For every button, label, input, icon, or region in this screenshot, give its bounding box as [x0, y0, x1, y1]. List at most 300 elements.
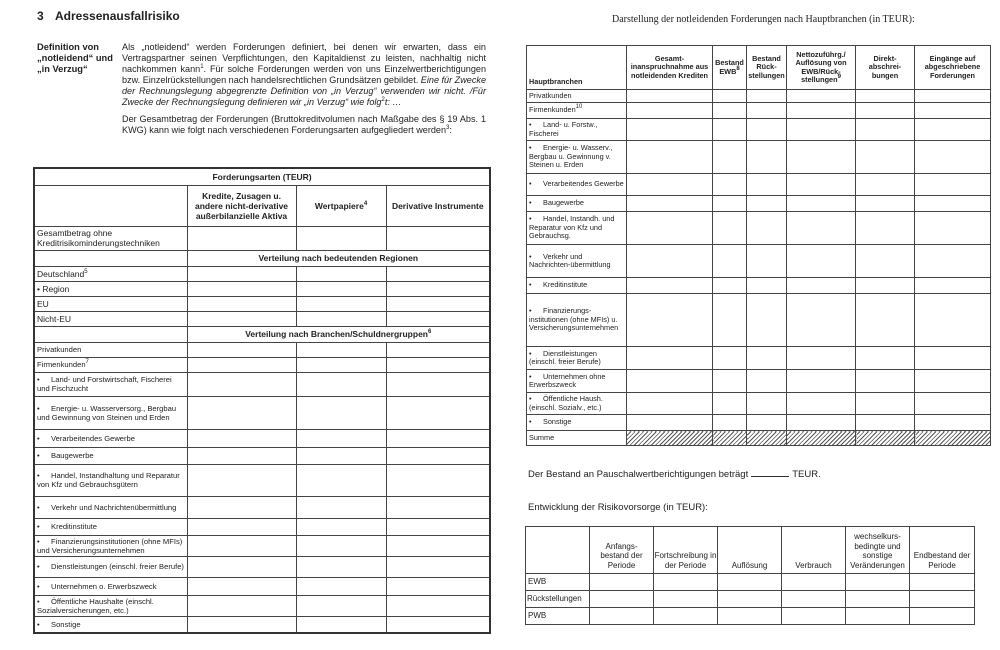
input-cell[interactable] [296, 535, 386, 556]
row-label-text: Öffentliche Haush. (einschl. Sozialv., etc.) [529, 394, 603, 412]
input-cell[interactable] [187, 595, 296, 616]
forderungsarten-table [33, 167, 491, 634]
hatched-cell [747, 431, 787, 446]
column-header: Anfangs-bestand der Periode [590, 527, 654, 574]
row-label-text: Sonstige [51, 619, 81, 629]
input-cell[interactable] [747, 370, 787, 393]
input-cell[interactable] [296, 396, 386, 429]
input-cell[interactable] [386, 281, 490, 296]
input-cell[interactable] [787, 370, 856, 393]
input-cell[interactable] [187, 311, 296, 326]
input-cell[interactable] [910, 591, 975, 608]
column-header [296, 185, 386, 226]
column-header: Bestand Rück-stellungen [747, 46, 787, 90]
row-label [34, 372, 187, 396]
row-label [527, 347, 627, 370]
row-label-text: Verarbeitendes Gewerbe [51, 433, 136, 443]
input-cell[interactable] [718, 591, 782, 608]
row-label [527, 119, 627, 141]
bullet-icon: • [37, 375, 40, 384]
row-label: • Region [34, 281, 187, 296]
input-cell[interactable] [747, 103, 787, 119]
input-cell[interactable] [296, 447, 386, 464]
row-label [527, 393, 627, 415]
input-cell[interactable] [296, 311, 386, 326]
input-cell[interactable] [782, 574, 846, 591]
footnote-ref: 5 [84, 268, 88, 275]
hatched-cell [787, 431, 856, 446]
input-cell[interactable] [856, 415, 915, 431]
input-cell[interactable] [856, 90, 915, 103]
input-cell[interactable] [856, 141, 915, 174]
input-cell[interactable] [296, 226, 386, 250]
input-cell[interactable] [386, 464, 490, 496]
input-cell[interactable] [713, 245, 747, 278]
input-cell[interactable] [713, 119, 747, 141]
bullet-icon: • [37, 536, 40, 546]
bullet-icon: • [529, 394, 532, 403]
section-header: Verteilung nach bedeutenden Regionen [187, 250, 490, 266]
input-cell[interactable] [386, 616, 490, 633]
input-cell[interactable] [386, 577, 490, 595]
input-cell[interactable] [856, 119, 915, 141]
input-cell[interactable] [386, 266, 490, 281]
hatched-cell [915, 431, 991, 446]
bullet-icon: • [529, 280, 532, 290]
input-cell[interactable] [787, 119, 856, 141]
input-cell[interactable] [627, 196, 713, 212]
input-cell[interactable] [787, 415, 856, 431]
input-cell[interactable] [296, 296, 386, 311]
input-cell[interactable] [713, 370, 747, 393]
input-cell[interactable] [915, 393, 991, 415]
footnote-ref: 1 [200, 64, 204, 70]
input-cell[interactable] [915, 370, 991, 393]
input-cell[interactable] [713, 294, 747, 347]
footnote-ref: 6 [427, 329, 432, 335]
row-label-text: Verkehr und Nachrichtenübermittlung [51, 502, 177, 512]
input-cell[interactable] [787, 90, 856, 103]
pauschalwert-statement [528, 467, 821, 480]
input-cell[interactable] [713, 393, 747, 415]
row-label-text: Baugewerbe [51, 451, 94, 460]
row-label: EWB [526, 574, 590, 591]
input-cell[interactable] [787, 212, 856, 245]
input-cell[interactable] [296, 429, 386, 447]
column-header [787, 46, 856, 90]
section-number: 3 [37, 9, 44, 23]
input-cell[interactable] [915, 119, 991, 141]
input-cell[interactable] [747, 347, 787, 370]
bullet-icon: • [529, 348, 532, 358]
input-cell[interactable] [187, 342, 296, 357]
bullet-icon: • [529, 120, 532, 129]
row-label [34, 535, 187, 556]
input-cell[interactable] [627, 278, 713, 294]
input-cell[interactable] [187, 357, 296, 372]
input-cell[interactable] [713, 174, 747, 196]
column-header: Hauptbranchen [527, 46, 627, 90]
column-header: Fortschreibung in der Periode [654, 527, 718, 574]
row-label: Nicht-EU [34, 311, 187, 326]
footnote-ref: 9 [837, 74, 841, 80]
row-label-text: Deutschland [37, 268, 85, 279]
row-label: EU [34, 296, 187, 311]
bullet-icon: • [529, 143, 532, 153]
column-header: wechselkurs-bedingte und sonstige Veränderungen [846, 527, 910, 574]
input-cell[interactable] [187, 518, 296, 535]
input-cell[interactable] [846, 574, 910, 591]
input-cell[interactable] [627, 245, 713, 278]
footnote-ref: 7 [85, 359, 89, 365]
input-cell[interactable] [787, 347, 856, 370]
column-header: Kredite, Zusagen u. andere nicht-derivative außerbilanzielle Aktiva [187, 185, 296, 226]
header-empty [34, 185, 187, 226]
input-cell[interactable] [713, 141, 747, 174]
input-cell[interactable] [787, 245, 856, 278]
row-label [34, 577, 187, 595]
input-cell[interactable] [787, 278, 856, 294]
input-cell[interactable] [627, 141, 713, 174]
row-label-text: Verarbeitendes Gewerbe [543, 179, 624, 189]
input-cell[interactable] [386, 396, 490, 429]
definition-paragraph-1 [122, 42, 486, 108]
column-header-text: Bestand EWB [715, 58, 744, 76]
section-title: Adressenausfallrisiko [55, 9, 180, 23]
row-label: Rückstellungen [526, 591, 590, 608]
input-cell[interactable] [296, 342, 386, 357]
input-cell[interactable] [627, 393, 713, 415]
input-cell[interactable] [782, 591, 846, 608]
input-cell[interactable] [627, 119, 713, 141]
input-cell[interactable] [187, 296, 296, 311]
input-cell[interactable] [856, 370, 915, 393]
input-cell[interactable] [296, 357, 386, 372]
row-label [527, 294, 627, 347]
input-cell[interactable] [187, 429, 296, 447]
input-cell[interactable] [187, 616, 296, 633]
input-cell[interactable] [915, 103, 991, 119]
row-label: PWB [526, 608, 590, 625]
input-cell[interactable] [187, 226, 296, 250]
row-label [527, 212, 627, 245]
input-cell[interactable] [187, 464, 296, 496]
section-heading [37, 9, 180, 23]
input-cell[interactable] [386, 311, 490, 326]
input-cell[interactable] [915, 415, 991, 431]
input-cell[interactable] [386, 447, 490, 464]
input-cell[interactable] [386, 226, 490, 250]
input-cell[interactable] [747, 212, 787, 245]
input-cell[interactable] [386, 496, 490, 518]
input-cell[interactable] [296, 595, 386, 616]
input-cell[interactable] [386, 556, 490, 577]
bullet-icon: • [37, 403, 40, 413]
row-label-text: Handel, Instandhaltung und Reparatur von Kfz und Gebrauchsgütern [37, 471, 180, 489]
input-cell[interactable] [386, 296, 490, 311]
input-cell[interactable] [747, 141, 787, 174]
bullet-icon: • [37, 471, 40, 480]
input-cell[interactable] [856, 278, 915, 294]
column-header [713, 46, 747, 90]
bullet-icon: • [37, 522, 40, 531]
table-title: Forderungsarten (TEUR) [34, 168, 490, 185]
bullet-icon: • [529, 371, 532, 381]
input-cell[interactable] [915, 347, 991, 370]
input-cell[interactable] [590, 574, 654, 591]
input-cell[interactable] [747, 174, 787, 196]
row-label-text: Finanzierungsinstitutionen (ohne MFIs) und Versicherungsunternehmen [37, 536, 183, 555]
hatched-cell [627, 431, 713, 446]
input-cell[interactable] [627, 294, 713, 347]
definition-paragraph-2 [122, 114, 486, 136]
input-cell[interactable] [187, 577, 296, 595]
input-cell[interactable] [856, 196, 915, 212]
input-cell[interactable] [187, 535, 296, 556]
column-header: Gesamt-inanspruchnahme aus notleidenden Krediten [627, 46, 713, 90]
footnote-ref: 4 [363, 200, 368, 207]
italic-text: Eine für Zwecke der Rechnungslegung abgegrenzte Definition von „in Verzug“ verwenden wir nicht. /Für Zwecke der Rechnungslegung definieren wir „in Verzug“ wie folg [122, 75, 487, 107]
input-cell[interactable] [856, 245, 915, 278]
input-cell[interactable] [747, 278, 787, 294]
input-cell[interactable] [915, 141, 991, 174]
row-label-text: Firmenkunden [37, 360, 86, 369]
input-cell[interactable] [386, 372, 490, 396]
row-label-text: Unternehmen ohne Erwerbszweck [529, 371, 606, 389]
input-cell[interactable] [296, 577, 386, 595]
input-cell[interactable] [187, 447, 296, 464]
input-cell[interactable] [296, 556, 386, 577]
row-label [527, 245, 627, 278]
input-cell[interactable] [915, 245, 991, 278]
row-label-text: Dienstleistungen (einschl. freier Berufe) [529, 348, 601, 366]
risikovorsorge-table [525, 526, 975, 625]
input-cell[interactable] [856, 212, 915, 245]
input-cell[interactable] [296, 518, 386, 535]
input-cell[interactable] [713, 347, 747, 370]
footnote-ref: 2 [381, 97, 385, 103]
input-cell[interactable] [187, 281, 296, 296]
notleidend-table [526, 45, 991, 446]
row-label [34, 496, 187, 518]
row-label-text: Baugewerbe [543, 198, 584, 208]
input-cell[interactable] [627, 103, 713, 119]
sum-row-label: Summe [527, 431, 627, 446]
input-cell[interactable] [187, 556, 296, 577]
column-header: Endbestand der Periode [910, 527, 975, 574]
input-cell[interactable] [747, 415, 787, 431]
pauschalwert-input[interactable] [751, 467, 789, 477]
input-cell[interactable] [856, 174, 915, 196]
row-label [34, 396, 187, 429]
input-cell[interactable] [846, 591, 910, 608]
row-label [34, 518, 187, 535]
row-label: Gesamtbetrag ohne Kreditrisikominderungstechniken [34, 226, 187, 250]
input-cell[interactable] [386, 342, 490, 357]
row-label [34, 616, 187, 633]
input-cell[interactable] [856, 393, 915, 415]
input-cell[interactable] [187, 496, 296, 518]
input-cell[interactable] [386, 518, 490, 535]
input-cell[interactable] [386, 357, 490, 372]
input-cell[interactable] [787, 141, 856, 174]
row-label [527, 370, 627, 393]
input-cell[interactable] [787, 393, 856, 415]
bullet-icon: • [529, 417, 532, 427]
input-cell[interactable] [627, 90, 713, 103]
input-cell[interactable] [713, 415, 747, 431]
definition-label: Definition von „notleidend“ und „in Verzug“ [37, 42, 113, 74]
input-cell[interactable] [915, 90, 991, 103]
input-cell[interactable] [187, 396, 296, 429]
input-cell[interactable] [386, 595, 490, 616]
text: TEUR. [792, 469, 821, 480]
input-cell[interactable] [787, 294, 856, 347]
input-cell[interactable] [915, 174, 991, 196]
input-cell[interactable] [910, 608, 975, 625]
input-cell[interactable] [915, 294, 991, 347]
risikovorsorge-title: Entwicklung der Risikovorsorge (in TEUR): [528, 502, 708, 513]
row-label [34, 447, 187, 464]
row-label [34, 429, 187, 447]
row-label-text: Handel, Instandh. und Reparatur von Kfz und Gebrauchsg. [529, 214, 615, 241]
input-cell[interactable] [627, 370, 713, 393]
input-cell[interactable] [747, 294, 787, 347]
input-cell[interactable] [654, 608, 718, 625]
row-label [34, 556, 187, 577]
bullet-icon: • [37, 562, 40, 571]
italic-text: t: … [384, 97, 402, 107]
input-cell[interactable] [627, 415, 713, 431]
bullet-icon: • [37, 619, 40, 629]
input-cell[interactable] [846, 608, 910, 625]
input-cell[interactable] [713, 212, 747, 245]
footnote-ref: 10 [575, 104, 583, 111]
footnote-ref: 8 [736, 65, 740, 72]
row-label-text: Firmenkunden [529, 105, 576, 115]
row-label [34, 464, 187, 496]
input-cell[interactable] [915, 196, 991, 212]
row-label-text: Kreditinstitute [51, 522, 98, 531]
column-header: Verbrauch [782, 527, 846, 574]
input-cell[interactable] [787, 174, 856, 196]
input-cell[interactable] [713, 196, 747, 212]
text: : [449, 125, 452, 135]
bullet-icon: • [37, 596, 40, 606]
row-label [527, 278, 627, 294]
input-cell[interactable] [718, 608, 782, 625]
column-header: Direkt-abschrei-bungen [856, 46, 915, 90]
input-cell[interactable] [747, 196, 787, 212]
input-cell[interactable] [856, 294, 915, 347]
bullet-icon: • [529, 214, 532, 224]
input-cell[interactable] [590, 591, 654, 608]
row-label [527, 415, 627, 431]
input-cell[interactable] [386, 429, 490, 447]
row-label [34, 357, 187, 372]
row-label [527, 174, 627, 196]
input-cell[interactable] [915, 278, 991, 294]
input-cell[interactable] [296, 616, 386, 633]
bullet-icon: • [529, 198, 532, 208]
row-label-text: Finanzierungs-institutionen (ohne MFIs) u. Versicherungsunternehmen [529, 306, 619, 333]
input-cell[interactable] [910, 574, 975, 591]
text: Der Bestand an Pauschalwertberichtigungen beträgt [528, 469, 749, 480]
input-cell[interactable] [627, 347, 713, 370]
row-label-text: Dienstleistungen (einschl. freier Berufe) [51, 562, 184, 571]
input-cell[interactable] [296, 464, 386, 496]
text: . Für solche Forderungen werden von uns Einzelwertberichtigungen bzw. Einzelrückstellungen nach handelsrechtlichen Grundsätzen gebildet. [122, 64, 487, 85]
input-cell[interactable] [747, 393, 787, 415]
input-cell[interactable] [747, 90, 787, 103]
bullet-icon: • [529, 179, 532, 189]
text: Der Gesamtbetrag der Forderungen (Bruttokreditvolumen nach Maßgabe des § 19 Abs. 1 KWG) kann wie folgt nach verschiedenen Forderungsarten aufgegliedert werden [122, 114, 486, 135]
input-cell[interactable] [187, 372, 296, 396]
bullet-icon: • [37, 581, 40, 591]
row-label [527, 103, 627, 119]
input-cell[interactable] [296, 372, 386, 396]
hatched-cell [856, 431, 915, 446]
row-label-text: Energie- u. Wasserv., Bergbau u. Gewinnung v. Steinen u. Erden [529, 143, 613, 170]
row-label-text: Land- u. Forstw., Fischerei [529, 120, 598, 138]
row-label [527, 196, 627, 212]
input-cell[interactable] [782, 608, 846, 625]
input-cell[interactable] [915, 212, 991, 245]
row-label-text: Unternehmen o. Erwerbszweck [51, 581, 157, 591]
input-cell[interactable] [856, 103, 915, 119]
row-label-text: Energie- u. Wasserversorg., Bergbau und Gewinnung von Steinen und Erden [37, 403, 177, 422]
input-cell[interactable] [296, 266, 386, 281]
input-cell[interactable] [787, 196, 856, 212]
row-label-text: Kreditinstitute [543, 280, 588, 290]
input-cell[interactable] [627, 174, 713, 196]
input-cell[interactable] [747, 119, 787, 141]
row-label [527, 141, 627, 174]
input-cell[interactable] [856, 347, 915, 370]
input-cell[interactable] [787, 103, 856, 119]
header-empty [34, 250, 187, 266]
text: Als „notleidend“ werden Forderungen definiert, bei denen wir erwarten, dass ein Vertragspartner seinen Verpflichtungen, den Kapitaldienst zu leisten, nachhaltig nicht nachkommen kann [122, 42, 486, 74]
bullet-icon: • [37, 502, 40, 512]
row-label-text: Öffentliche Haushalte (einschl. Sozialversicherungen, etc.) [37, 596, 154, 615]
section-header [187, 326, 490, 342]
input-cell[interactable] [713, 103, 747, 119]
input-cell[interactable] [713, 278, 747, 294]
row-label [34, 266, 187, 281]
input-cell[interactable] [590, 608, 654, 625]
input-cell[interactable] [747, 245, 787, 278]
header-empty [526, 527, 590, 574]
input-cell[interactable] [296, 496, 386, 518]
input-cell[interactable] [627, 212, 713, 245]
definition-body [122, 42, 486, 142]
input-cell[interactable] [386, 535, 490, 556]
input-cell[interactable] [713, 90, 747, 103]
column-header: Eingänge auf abgeschriebene Forderungen [915, 46, 991, 90]
input-cell[interactable] [296, 281, 386, 296]
bullet-icon: • [37, 433, 40, 443]
input-cell[interactable] [654, 574, 718, 591]
row-label: Privatkunden [34, 342, 187, 357]
input-cell[interactable] [718, 574, 782, 591]
bullet-icon: • [529, 306, 532, 316]
input-cell[interactable] [187, 266, 296, 281]
row-label-text: Sonstige [543, 417, 572, 427]
input-cell[interactable] [654, 591, 718, 608]
column-header: Derivative Instrumente [386, 185, 490, 226]
header-empty [34, 326, 187, 342]
row-label: Privatkunden [527, 90, 627, 103]
